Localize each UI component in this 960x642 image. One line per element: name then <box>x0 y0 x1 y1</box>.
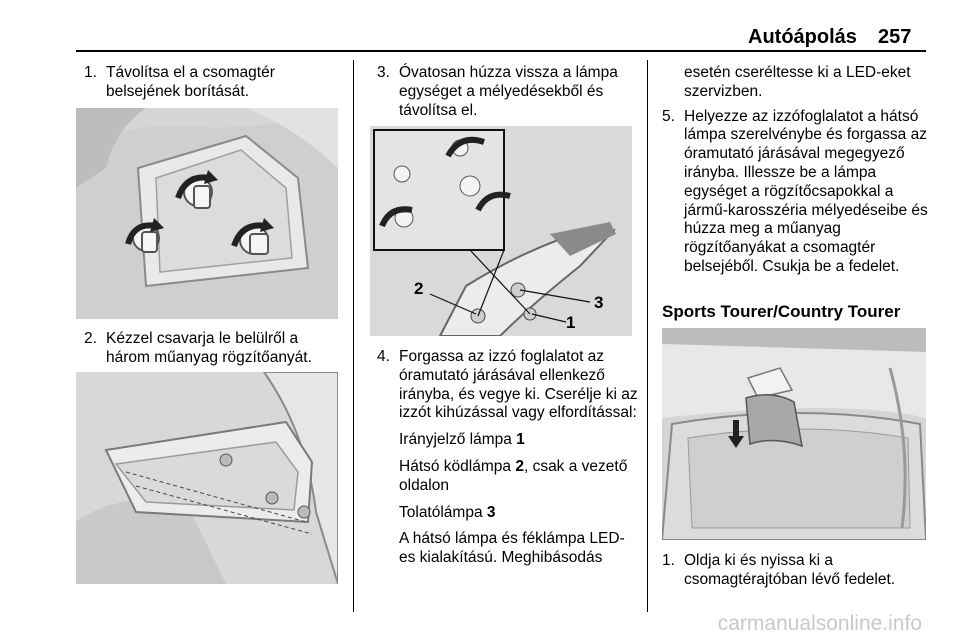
figure-cover-open <box>662 328 926 540</box>
section-title: Autóápolás <box>748 26 857 48</box>
figure-lamp-removal <box>76 372 338 584</box>
step-number: 1. <box>84 64 97 81</box>
step-number: 4. <box>377 348 390 365</box>
step-number: 1. <box>662 552 675 569</box>
col1-step1 <box>84 64 346 102</box>
figure-bulb-sockets <box>370 126 632 336</box>
step-number: 5. <box>662 107 675 125</box>
step-text: Forgassa az izzó foglalatot az óramutató járásával ellenkező irányba, és vegye ki. Cserélje ki az izzót kihúzással vagy elfordítással: <box>399 348 638 422</box>
led-note: A hátsó lámpa és féklámpa LED-es kialakítású. Meghibásodás <box>399 530 625 567</box>
col3-step1 <box>662 552 928 590</box>
callout-3: 3 <box>594 293 604 312</box>
col2-step3 <box>377 64 639 120</box>
step-text: Óvatosan húzza vissza a lámpa egységet a mélyedésekből és távolítsa el. <box>399 64 618 119</box>
column-divider-1 <box>353 60 354 612</box>
watermark: carmanualsonline.info <box>717 612 922 635</box>
header-rule <box>76 50 926 52</box>
callout-1: 1 <box>566 313 576 332</box>
bulb-turn-signal: Irányjelző lámpa 1 <box>399 431 525 449</box>
bulb-rear-fog: Hátsó ködlámpa 2, csak a vezető oldalon <box>399 457 628 494</box>
callout-2: 2 <box>414 279 424 298</box>
section-heading: Sports Tourer/Country Tourer <box>662 302 901 321</box>
continuation-text: esetén cseréltesse ki a LED-eket szervizben. <box>684 64 911 100</box>
bulb-reversing: Tolatólámpa 3 <box>399 503 496 521</box>
step-text: Távolítsa el a csomagtér belsejének borítását. <box>106 64 275 100</box>
step-number: 2. <box>84 330 97 347</box>
step-text: Helyezze az izzófoglalatot a hátsó lámpa szerelvénybe és forgassa az óramutató járásával megegyező irányba. Illessze be a lámpa egységet a rögzítőcsapokkal a jármű-karosszéria mélyedéseibe és húzza meg a műanyag rögzítőanyákat a csomagtér belsejéből. Csukja be a fedelet. <box>684 107 928 275</box>
col2-step4 <box>377 348 639 568</box>
step-text: Kézzel csavarja le belülről a három műanyag rögzítőanyát. <box>106 330 312 366</box>
step-number: 3. <box>377 64 390 81</box>
page-number: 257 <box>878 26 912 48</box>
step-text: Oldja ki és nyissa ki a csomagtérajtóban lévő fedelet. <box>684 552 896 588</box>
figure-trim-fasteners <box>76 108 338 319</box>
col3-continuation <box>662 64 928 277</box>
column-divider-2 <box>647 60 648 612</box>
col1-step2 <box>84 330 346 368</box>
